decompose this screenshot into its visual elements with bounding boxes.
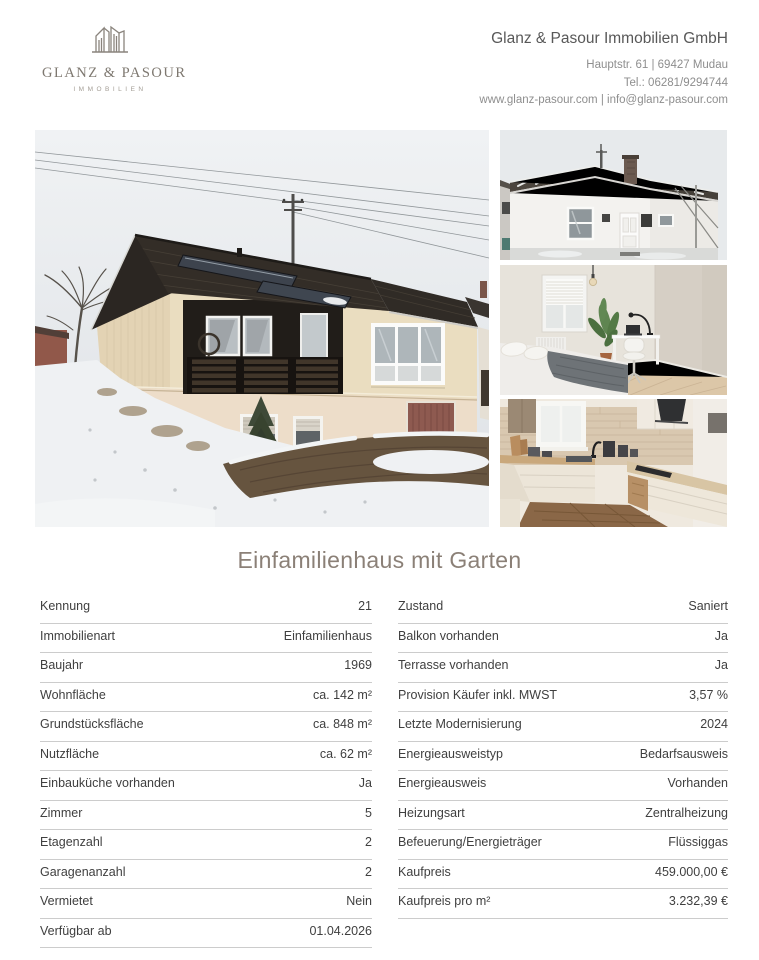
table-row [398, 889, 728, 919]
table-row [40, 653, 372, 683]
field-value: 2 [365, 864, 372, 879]
field-value: 21 [358, 599, 372, 613]
table-row [398, 771, 728, 801]
table-row [398, 801, 728, 831]
field-value: 1969 [344, 658, 372, 672]
field-value: ca. 142 m² [312, 687, 372, 702]
field-label: Einbauküche vorhanden [40, 776, 175, 790]
field-label: Garagenanzahl [40, 864, 126, 879]
table-row [40, 594, 372, 624]
table-row [40, 860, 372, 890]
table-row [398, 712, 728, 742]
table-row [398, 624, 728, 654]
field-label: Baujahr [40, 658, 84, 672]
field-value: Nein [346, 894, 372, 908]
field-value: Ja [714, 628, 728, 643]
field-label: Immobilienart [40, 628, 116, 643]
field-value: ca. 62 m² [319, 746, 372, 761]
field-value: Ja [714, 658, 728, 672]
field-label: Provision Käufer inkl. MWST [398, 687, 558, 702]
field-value: 3.232,39 € [668, 894, 728, 908]
table-row [40, 919, 372, 949]
field-value: 2024 [700, 717, 728, 731]
field-label: Verfügbar ab [40, 923, 112, 938]
field-value: 2 [365, 835, 372, 849]
details-column-right [398, 594, 728, 919]
field-value: Flüssiggas [668, 835, 728, 849]
field-label: Nutzfläche [40, 746, 100, 761]
table-row [40, 683, 372, 713]
photo-kitchen [500, 399, 727, 527]
field-label: Terrasse vorhanden [398, 658, 509, 672]
field-value: ca. 848 m² [312, 717, 372, 731]
field-label: Etagenzahl [40, 835, 103, 849]
field-label: Kaufpreis pro m² [398, 894, 491, 908]
buildings-outline-icon [42, 24, 178, 59]
table-row [40, 801, 372, 831]
field-value: 3,57 % [689, 687, 728, 702]
field-label: Heizungsart [398, 805, 465, 820]
field-label: Befeuerung/Energieträger [398, 835, 542, 849]
table-row [40, 830, 372, 860]
table-row [40, 624, 372, 654]
agency-logo [42, 24, 187, 93]
table-row [40, 712, 372, 742]
photo-rear-exterior [500, 130, 727, 260]
field-label: Balkon vorhanden [398, 628, 499, 643]
field-value: 01.04.2026 [309, 923, 372, 938]
field-label: Kennung [40, 599, 91, 613]
table-row [40, 771, 372, 801]
field-value: Bedarfsausweis [639, 746, 728, 761]
table-row [398, 653, 728, 683]
field-label: Wohnfläche [40, 687, 106, 702]
listing-title: Einfamilienhaus mit Garten [237, 547, 522, 573]
field-label: Energieausweistyp [398, 746, 503, 761]
field-label: Energieausweis [398, 776, 487, 790]
company-contact-block [479, 30, 728, 110]
table-row [398, 860, 728, 890]
table-row [40, 742, 372, 772]
table-row [398, 742, 728, 772]
company-phone: Tel.: 06281/9294744 [623, 76, 728, 89]
company-address: Hauptstr. 61 | 69427 Mudau [586, 59, 728, 71]
table-row [40, 889, 372, 919]
table-row [398, 683, 728, 713]
field-label: Letzte Modernisierung [398, 717, 522, 731]
table-row [398, 594, 728, 624]
field-label: Zustand [398, 599, 444, 613]
field-label: Zimmer [40, 805, 83, 820]
photo-bedroom [500, 265, 727, 395]
photo-house-exterior [35, 130, 489, 527]
details-column-left [40, 594, 372, 948]
company-web-email: www.glanz-pasour.com | info@glanz-pasour.com [479, 94, 728, 106]
table-row [398, 830, 728, 860]
field-label: Grundstücksfläche [40, 717, 144, 731]
field-value: Zentralheizung [645, 805, 728, 820]
logo-tagline: IMMOBILIEN [73, 86, 147, 93]
field-value: Ja [358, 776, 372, 790]
field-value: Vorhanden [667, 776, 728, 790]
field-label: Kaufpreis [398, 864, 451, 879]
logo-wordmark: GLANZ & PASOUR [42, 65, 187, 81]
field-value: 5 [365, 805, 372, 820]
field-label: Vermietet [40, 894, 93, 908]
field-value: Einfamilienhaus [283, 628, 372, 643]
field-value: Saniert [688, 599, 728, 613]
field-value: 459.000,00 € [655, 864, 728, 879]
company-name: Glanz & Pasour Immobilien GmbH [491, 30, 728, 47]
